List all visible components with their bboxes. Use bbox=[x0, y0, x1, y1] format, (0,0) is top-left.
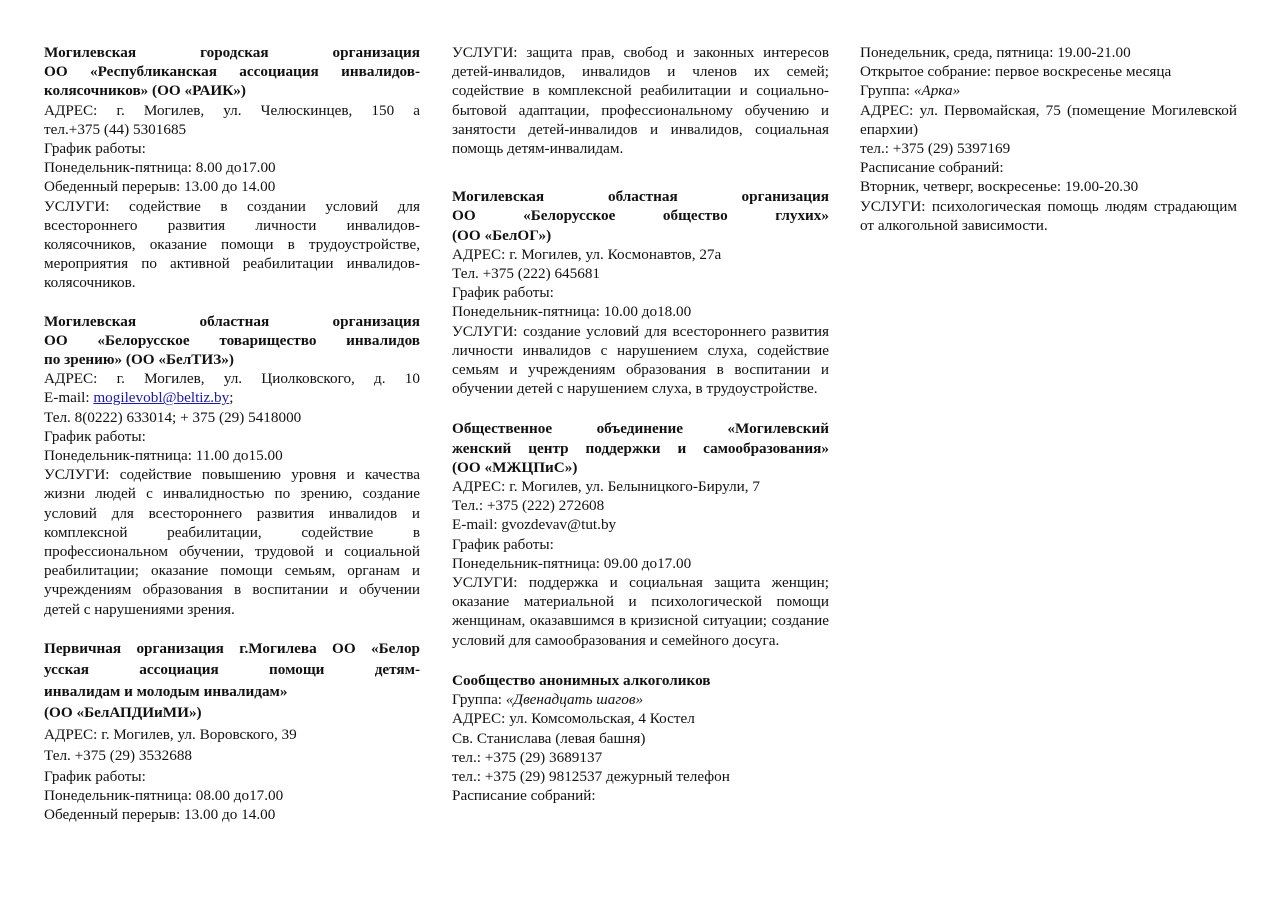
phone: тел.+375 (44) 5301685 bbox=[44, 120, 187, 138]
meetings-label: Расписание собраний: bbox=[452, 787, 596, 805]
address: АДРЕС: г. Могилев, ул. Космонавтов, 27а bbox=[452, 245, 722, 263]
services: УСЛУГИ: содействие в создании условий для всестороннего развития личности инвалидов-колясочников, оказание помощи в трудоустройстве, мероприятия по активной реабилитации инвалидов-колясочников. bbox=[44, 197, 420, 292]
org-beltiz bbox=[44, 312, 420, 619]
org-title-line: Общественное объединение «Могилевский bbox=[452, 420, 829, 438]
open-meeting: Открытое собрание: первое воскресенье месяца bbox=[860, 63, 1172, 81]
phone: Тел.: +375 (222) 272608 bbox=[452, 497, 605, 515]
org-aa bbox=[452, 671, 829, 805]
group-line bbox=[452, 690, 829, 709]
address: АДРЕС: г. Могилев, ул. Белыницкого-Бирули, 7 bbox=[452, 478, 760, 496]
address: АДРЕС: г. Могилев, ул. Циолковского, д. 10 bbox=[44, 370, 420, 388]
org-title-line: Могилевская областная организация bbox=[452, 188, 829, 206]
group-name: «Арка» bbox=[913, 82, 961, 100]
column-2 bbox=[452, 43, 829, 805]
schedule: Понедельник-пятница: 11.00 до15.00 bbox=[44, 447, 283, 465]
org-title: Сообщество анонимных алкоголиков bbox=[452, 671, 711, 689]
email-line bbox=[44, 388, 420, 407]
schedule-label: График работы: bbox=[452, 284, 554, 302]
email-link[interactable]: mogilevobl@beltiz.by bbox=[93, 389, 230, 407]
group-name: «Двенадцать шагов» bbox=[505, 691, 644, 709]
org-title-line: Первичная организация г.Могилева ОО «Белор bbox=[44, 639, 420, 657]
phone: Тел. 8(0222) 633014; + 375 (29) 5418000 bbox=[44, 408, 302, 426]
org-title-line: ОО «Республиканская ассоциация инвалидов- bbox=[44, 63, 420, 81]
phone: тел.: +375 (29) 3689137 bbox=[452, 748, 603, 766]
phone: Тел. +375 (222) 645681 bbox=[452, 265, 601, 283]
meetings-label: Расписание собраний: bbox=[860, 159, 1004, 177]
email-suffix: ; bbox=[229, 389, 234, 407]
services: УСЛУГИ: психологическая помощь людям страдающим от алкогольной зависимости. bbox=[860, 197, 1237, 234]
schedule-label: График работы: bbox=[44, 427, 146, 445]
org-title-line: женский центр поддержки и самообразования» bbox=[452, 439, 829, 457]
org-title-line: (ОО «БелОГ») bbox=[452, 226, 552, 244]
org-belapdimi bbox=[44, 638, 420, 825]
phone-hotline: тел.: +375 (29) 9812537 дежурный телефон bbox=[452, 767, 730, 785]
column-1 bbox=[44, 43, 420, 825]
services: УСЛУГИ: содействие повышению уровня и качества жизни людей с инвалидностью по зрению, создание условий для всестороннего развития инвалидов и комплексной реабилитации, содействие в профессиональном обучении, трудовой и социальной реабилитации; оказание помощи семьям, органам и учреждениям образования в воспитании и обучении детей с нарушениями зрения. bbox=[44, 466, 420, 618]
phone: тел.: +375 (29) 5397169 bbox=[860, 140, 1011, 158]
schedule: Понедельник-пятница: 10.00 до18.00 bbox=[452, 303, 692, 321]
org-title-line: (ОО «БелАПДИиМИ») bbox=[44, 704, 202, 722]
schedule-label: График работы: bbox=[44, 767, 146, 785]
address: АДРЕС: ул. Первомайская, 75 (помещение Могилевской епархии) bbox=[860, 101, 1237, 138]
group-label: Группа: bbox=[860, 82, 914, 100]
address: АДРЕС: ул. Комсомольская, 4 Костел bbox=[452, 710, 695, 728]
schedule-label: График работы: bbox=[452, 535, 554, 553]
org-title-line: (ОО «МЖЦПиС») bbox=[452, 458, 578, 476]
org-title-line: усская ассоциация помощи детям- bbox=[44, 661, 420, 679]
group-line bbox=[860, 81, 1237, 100]
org-belog bbox=[452, 187, 829, 398]
lunch-break: Обеденный перерыв: 13.00 до 14.00 bbox=[44, 178, 276, 196]
schedule-label: График работы: bbox=[44, 140, 146, 158]
services: УСЛУГИ: создание условий для всестороннего развития личности инвалидов с нарушением слуха, содействие семьям и учреждениям образования в воспитании и обучении детей с нарушением слуха, в трудоустройстве. bbox=[452, 322, 829, 398]
address: АДРЕС: г. Могилев, ул. Челюскинцев, 150 а bbox=[44, 101, 420, 119]
org-title-line: Могилевская городская организация bbox=[44, 44, 420, 61]
org-title-line: колясочников» (ОО «РАИК») bbox=[44, 82, 246, 100]
org-title-line: Могилевская областная организация bbox=[44, 312, 420, 330]
schedule: Понедельник-пятница: 08.00 до17.00 bbox=[44, 787, 284, 805]
org-title-line: ОО «Белорусское товарищество инвалидов bbox=[44, 331, 420, 349]
org-title-line: ОО «Белорусское общество глухих» bbox=[452, 207, 829, 225]
email: E-mail: gvozdevav@tut.by bbox=[452, 516, 617, 534]
address-cont: Св. Станислава (левая башня) bbox=[452, 729, 646, 747]
address: АДРЕС: г. Могилев, ул. Воровского, 39 bbox=[44, 725, 297, 743]
org-title-line: по зрению» (ОО «БелТИЗ») bbox=[44, 351, 234, 369]
schedule: Понедельник-пятница: 8.00 до17.00 bbox=[44, 159, 276, 177]
services: УСЛУГИ: поддержка и социальная защита женщин; оказание материальной и психологической помощи женщинам, оказавшимся в кризисной ситуации; создание условий для самообразования и семейного досуга. bbox=[452, 574, 829, 649]
meetings-schedule-2: Вторник, четверг, воскресенье: 19.00-20.30 bbox=[860, 178, 1139, 196]
email-label: E-mail: bbox=[44, 389, 94, 407]
schedule: Понедельник-пятница: 09.00 до17.00 bbox=[452, 554, 692, 572]
group-label: Группа: bbox=[452, 691, 506, 709]
org-title-line: инвалидам и молодым инвалидам» bbox=[44, 682, 288, 700]
org-mzhcpis bbox=[452, 419, 829, 649]
meetings-schedule: Понедельник, среда, пятница: 19.00-21.00 bbox=[860, 44, 1131, 61]
services-continued: УСЛУГИ: защита прав, свобод и законных интересов детей-инвалидов, инвалидов и членов их семей; содействие в комплексной реабилитации и социально-бытовой адаптации, профессиональному обучению и занятости детей-инвалидов и инвалидов, социальная помощь детям-инвалидам. bbox=[452, 44, 829, 158]
phone: Тел. +375 (29) 3532688 bbox=[44, 747, 193, 765]
org-raik bbox=[44, 43, 420, 293]
lunch-break: Обеденный перерыв: 13.00 до 14.00 bbox=[44, 806, 276, 824]
column-3 bbox=[860, 43, 1237, 235]
